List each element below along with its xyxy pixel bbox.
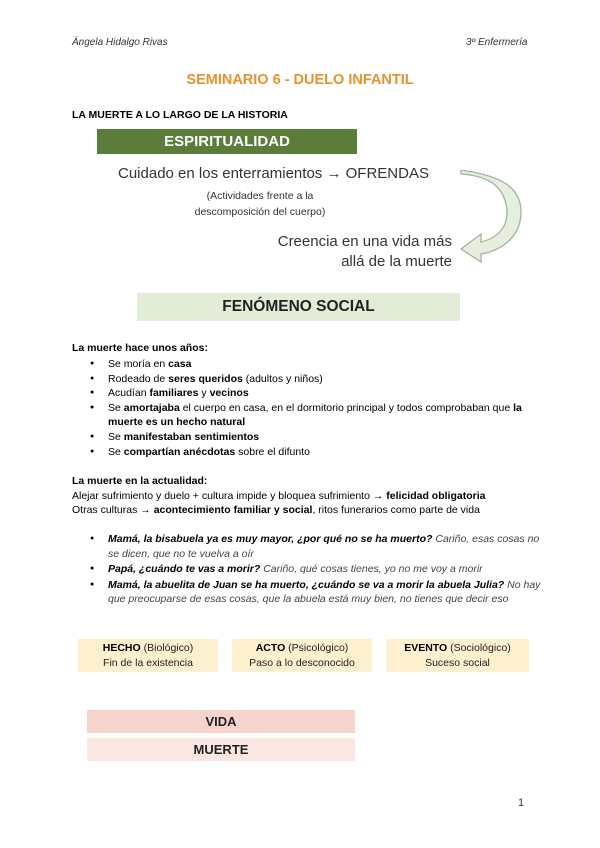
past-list: [90, 357, 530, 459]
list-item: ● Acudían familiares y vecinos: [90, 386, 530, 401]
belief-line-2: allá de la muerte: [341, 253, 452, 270]
offerings-line: Cuidado en los enterramientos → OFRENDAS: [118, 165, 429, 182]
offerings-note-1: (Actividades frente a la: [206, 190, 314, 202]
belief-line-1: Creencia en una vida más: [277, 233, 452, 250]
list-item: ● Mamá, la bisabuela ya es muy mayor, ¿por qué no se ha muerto? Cariño, esas cosas no se dicen, que no te vuelva a oír: [90, 532, 542, 561]
list-item: ● Se moría en casa: [90, 357, 530, 372]
list-item: ● Se manifestaban sentimientos: [90, 430, 530, 445]
header-author: Ángela Hidalgo Rivas: [72, 37, 168, 48]
history-heading: LA MUERTE A LO LARGO DE LA HISTORIA: [72, 109, 288, 121]
present-line-1: Alejar sufrimiento y duelo + cultura impide y bloquea sufrimiento → felicidad obligatoria: [72, 490, 486, 502]
quotes-list: [90, 532, 542, 608]
page-title: SEMINARIO 6 - DUELO INFANTIL: [186, 72, 414, 88]
box-evento: EVENTO (Sociológico) Suceso social: [386, 639, 529, 672]
page-number: 1: [518, 797, 525, 809]
box-acto: ACTO (Psicológico) Paso a lo desconocido: [232, 639, 372, 672]
past-heading: La muerte hace unos años:: [72, 342, 208, 354]
vida-band: VIDA: [87, 710, 355, 733]
offerings-note-2: descomposición del cuerpo): [194, 206, 326, 218]
list-item: ● Papá, ¿cuándo te vas a morir? Cariño, qué cosas tienes, yo no me voy a morir: [90, 562, 542, 577]
list-item: ● Se compartían anécdotas sobre el difunto: [90, 445, 530, 460]
present-line-2: Otras culturas → acontecimiento familiar y social, ritos funerarios como parte de vida: [72, 504, 480, 516]
muerte-band: MUERTE: [87, 738, 355, 761]
list-item: ● Rodeado de seres queridos (adultos y niños): [90, 372, 530, 387]
curved-arrow-icon: [455, 170, 535, 265]
header-course: 3º Enfermería: [466, 37, 528, 48]
social-band: FENÓMENO SOCIAL: [137, 293, 460, 321]
list-item: ● Se amortajaba el cuerpo en casa, en el dormitorio principal y todos comprobaban que la muerte es un hecho natural: [90, 401, 530, 430]
present-heading: La muerte en la actualidad:: [72, 475, 208, 487]
list-item: ● Mamá, la abuelita de Juan se ha muerto, ¿cuándo se va a morir la abuela Julia? No hay que preocuparse de esas cosas, que la abuela está muy bien, no tienes que decir eso: [90, 578, 542, 607]
box-hecho: HECHO (Biológico) Fin de la existencia: [78, 639, 218, 672]
spirituality-band: ESPIRITUALIDAD: [97, 129, 357, 154]
